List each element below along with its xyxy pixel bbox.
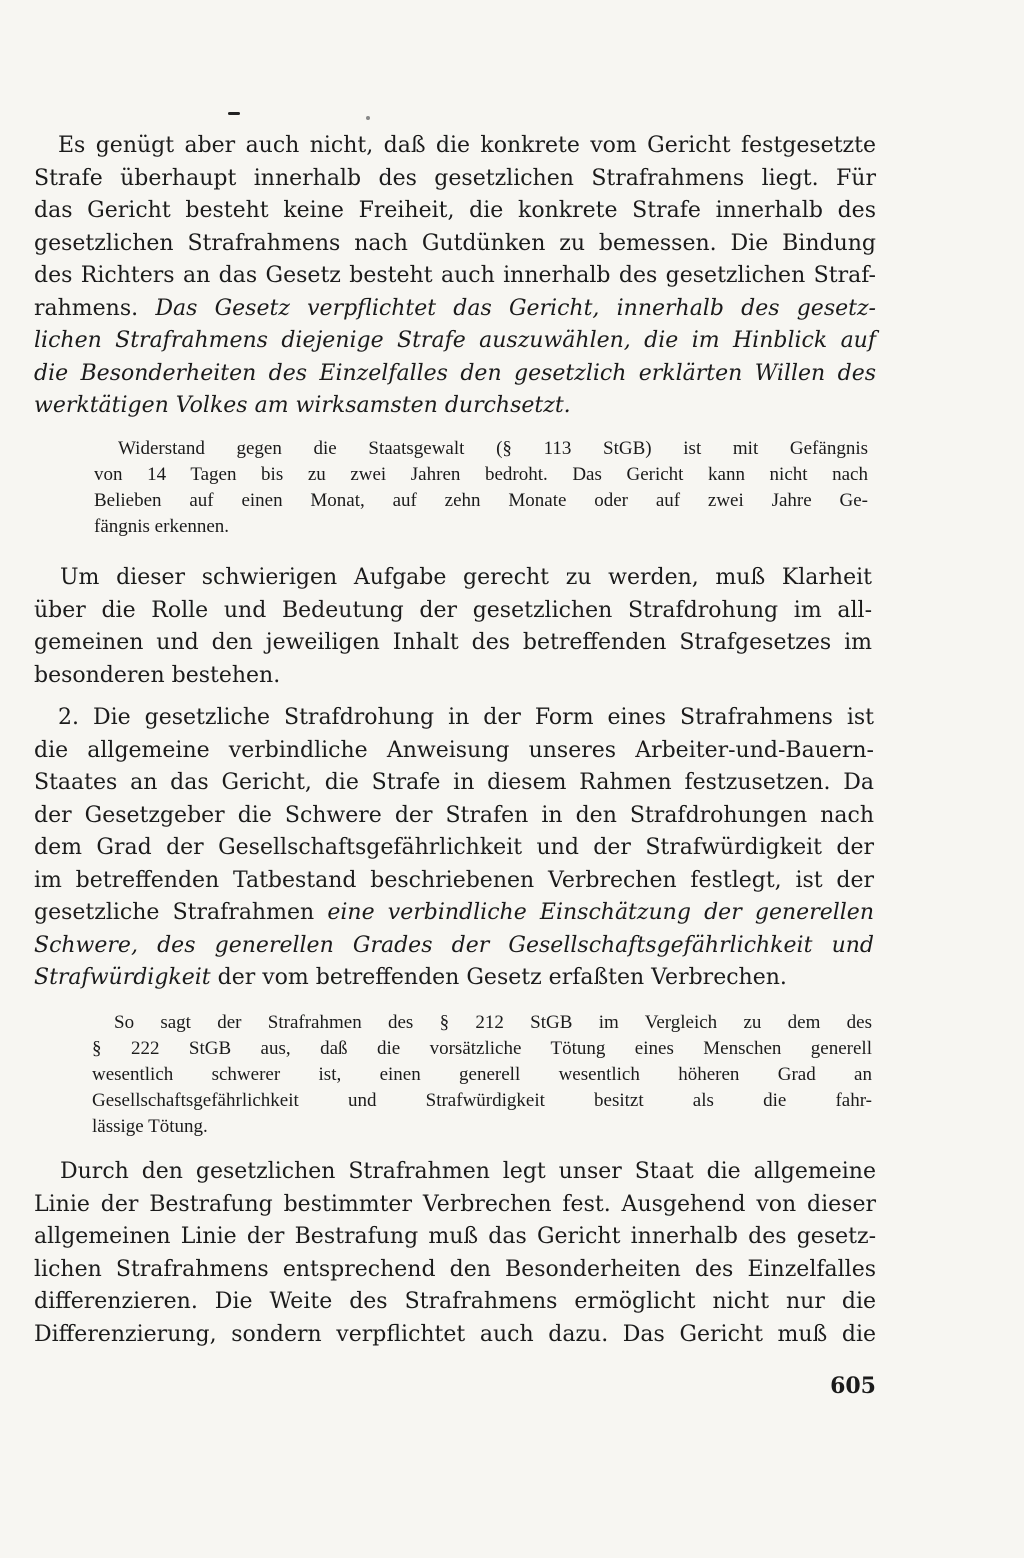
example-1 (94, 436, 868, 540)
text-run: rahmens. (34, 295, 139, 321)
text-line: über die Rolle und Bedeutung der gesetzlichen Strafdrohung im all- (34, 597, 872, 623)
italic-run: die Besonderheiten des Einzelfalles den gesetzlich erklärten Willen des (34, 360, 876, 386)
text-line: gemeinen und den jeweiligen Inhalt des betreffenden Strafgesetzes im (34, 630, 872, 655)
text-line (34, 325, 876, 358)
text-line: Gesellschaftsgefährlichkeit und Strafwürdigkeit besitzt als die fahr- (92, 1090, 872, 1111)
text-line (34, 390, 876, 423)
text-line: Staates an das Gericht, die Strafe in diesem Rahmen festzusetzen. Da (34, 770, 874, 795)
paragraph-2 (34, 562, 872, 692)
text-line: allgemeinen Linie der Bestrafung muß das Gericht innerhalb des gesetz- (34, 1224, 876, 1249)
text-line: fängnis erkennen. (94, 516, 230, 537)
text-line: lässige Tötung. (92, 1116, 208, 1137)
text-line: die allgemeine verbindliche Anweisung unseres Arbeiter-und-Bauern- (34, 737, 874, 763)
example-2 (92, 1010, 872, 1140)
text-line: Belieben auf einen Monat, auf zehn Monate oder auf zwei Jahre Ge- (94, 490, 868, 511)
text-line: differenzieren. Die Weite des Strafrahmens ermöglicht nicht nur die (34, 1289, 876, 1314)
text-line: gesetzlichen Strafrahmens nach Gutdünken zu bemessen. Die Bindung (34, 230, 876, 256)
italic-run: werktätigen Volkes am wirksamsten durchsetzt. (34, 393, 571, 418)
text-line: Linie der Bestrafung bestimmter Verbrechen fest. Ausgehend von dieser (34, 1191, 876, 1217)
print-speck (228, 112, 240, 115)
text-line: der Gesetzgeber die Schwere der Strafen in den Strafdrohungen nach (34, 802, 874, 828)
italic-run: lichen Strafrahmens diejenige Strafe auszuwählen, die im Hinblick auf (34, 328, 876, 353)
text-line: im betreffenden Tatbestand beschriebenen Verbrechen festlegt, ist der (34, 867, 874, 893)
text-line: das Gericht besteht keine Freiheit, die konkrete Strafe innerhalb des (34, 198, 876, 223)
italic-run: Strafwürdigkeit (34, 965, 211, 990)
text-line: Um dieser schwierigen Aufgabe gerecht zu werden, muß Klarheit (60, 565, 872, 590)
paragraph-4 (34, 1156, 876, 1351)
print-speck (366, 116, 370, 120)
text-line (34, 962, 874, 995)
text-line: § 222 StGB aus, daß die vorsätzliche Tötung eines Menschen generell (92, 1038, 872, 1059)
italic-run: eine verbindliche Einschätzung der generellen (327, 900, 874, 925)
text-line: dem Grad der Gesellschaftsgefährlichkeit und der Strafwürdigkeit der (34, 835, 874, 860)
text-line: Widerstand gegen die Staatsgewalt (§ 113 StGB) ist mit Gefängnis (118, 438, 868, 459)
text-line: Strafe überhaupt innerhalb des gesetzlichen Strafrahmens liegt. Für (34, 165, 876, 191)
text-line: besonderen bestehen. (34, 662, 281, 688)
text-line (34, 358, 876, 391)
text-line (34, 930, 874, 963)
text-line: Differenzierung, sondern verpflichtet auch dazu. Das Gericht muß die (34, 1321, 876, 1347)
paragraph-3 (34, 702, 874, 995)
text-line: Durch den gesetzlichen Strafrahmen legt unser Staat die allgemeine (60, 1159, 876, 1184)
text-line: von 14 Tagen bis zu zwei Jahren bedroht. Das Gericht kann nicht nach (94, 464, 868, 485)
italic-run: Schwere, des generellen Grades der Gesellschaftsgefährlichkeit und (34, 932, 874, 958)
text-line: Es genügt aber auch nicht, daß die konkrete vom Gericht festgesetzte (58, 133, 876, 158)
text-line: lichen Strafrahmens entsprechend den Besonderheiten des Einzelfalles (34, 1256, 876, 1282)
italic-run: Das Gesetz verpflichtet das Gericht, innerhalb des gesetz- (155, 295, 876, 321)
text-line (34, 897, 874, 930)
page-number: 605 (830, 1373, 876, 1399)
text-line: des Richters an das Gesetz besteht auch innerhalb des gesetzlichen Straf- (34, 263, 876, 288)
text-run: der vom betreffenden Gesetz erfaßten Verbrechen. (217, 965, 787, 990)
text-line: 2. Die gesetzliche Strafdrohung in der Form eines Strafrahmens ist (58, 705, 874, 730)
text-line (34, 293, 876, 326)
paragraph-1 (34, 130, 876, 423)
text-line: wesentlich schwerer ist, einen generell wesentlich höheren Grad an (92, 1064, 872, 1085)
text-run: gesetzliche Strafrahmen (34, 900, 315, 925)
text-line: So sagt der Strafrahmen des § 212 StGB im Vergleich zu dem des (114, 1012, 872, 1033)
